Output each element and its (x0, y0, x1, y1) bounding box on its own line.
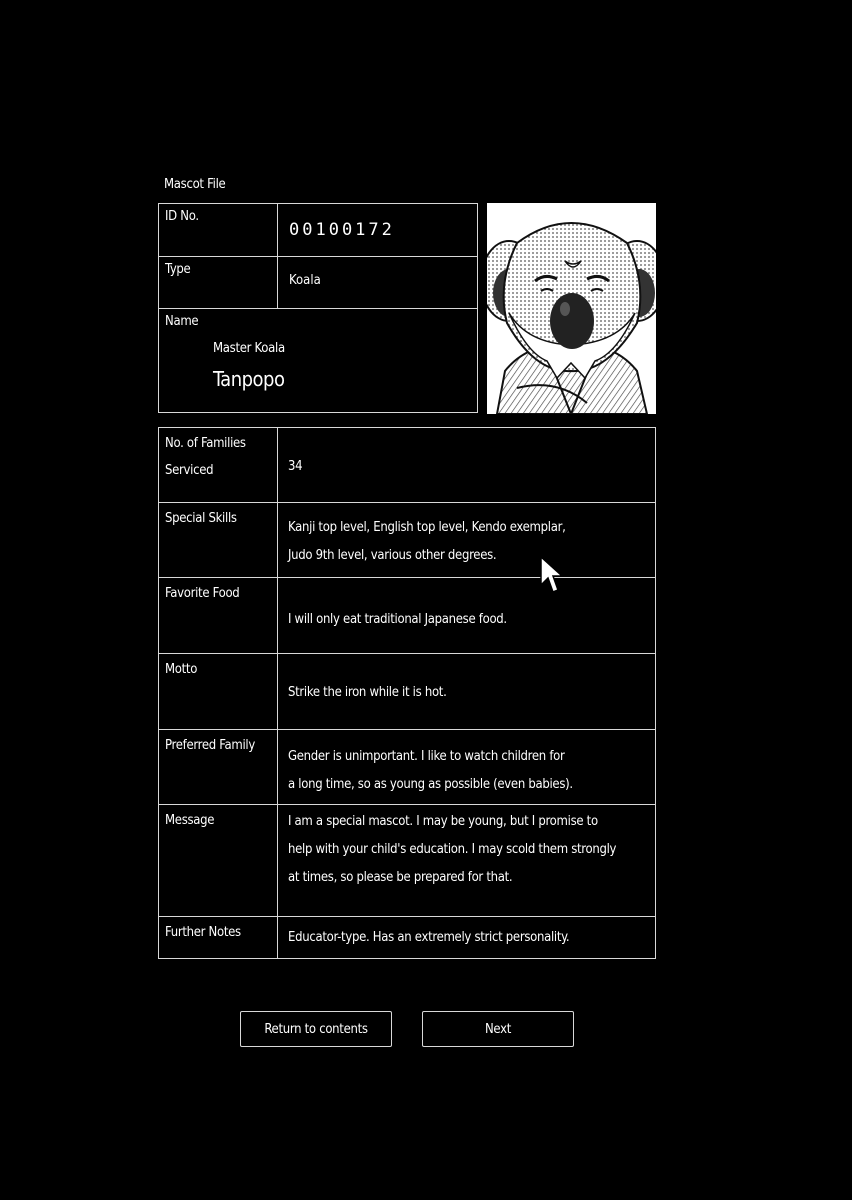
message-row (159, 805, 655, 917)
preferred-family-value: Gender is unimportant. I like to watch children for a long time, so as young as possible (even babies). (288, 749, 573, 792)
type-divider (277, 257, 278, 308)
food-value: I will only eat traditional Japanese food. (288, 612, 507, 627)
name-sub: Master Koala (213, 341, 285, 356)
skills-row (159, 503, 655, 578)
name-row (159, 309, 477, 412)
next-button[interactable]: Next (422, 1011, 574, 1047)
notes-row (159, 917, 655, 958)
notes-value: Educator-type. Has an extremely strict personality. (288, 930, 570, 945)
motto-label: Motto (165, 662, 198, 677)
food-label: Favorite Food (165, 586, 240, 601)
notes-label: Further Notes (165, 925, 241, 940)
name-label: Name (165, 314, 199, 329)
motto-row (159, 654, 655, 730)
motto-value: Strike the iron while it is hot. (288, 685, 447, 700)
preferred-family-row (159, 730, 655, 805)
type-row (159, 257, 477, 309)
koala-portrait-svg (487, 203, 656, 414)
name-main: Tanpopo (213, 367, 285, 391)
koala-portrait-icon (487, 203, 656, 414)
families-label: No. of Families Serviced (165, 436, 246, 478)
header-table (158, 203, 478, 413)
preferred-family-label: Preferred Family (165, 738, 256, 753)
skills-value: Kanji top level, English top level, Kendo exemplar, Judo 9th level, various other degrees. (288, 520, 566, 563)
food-row (159, 578, 655, 654)
message-value: I am a special mascot. I may be young, but I promise to help with your child's education. I may scold them strongly at times, so please be prepared for that. (288, 814, 617, 885)
skills-label: Special Skills (165, 511, 237, 526)
file-title: Mascot File (164, 177, 226, 192)
id-row (159, 204, 477, 257)
message-label: Message (165, 813, 215, 828)
type-label: Type (165, 262, 191, 277)
id-divider (277, 204, 278, 256)
type-value: Koala (289, 273, 321, 288)
families-row (159, 428, 655, 503)
id-label: ID No. (165, 209, 199, 224)
mouse-cursor-icon (540, 556, 564, 596)
id-value: 00100172 (289, 220, 395, 240)
mascot-details-table (158, 427, 656, 959)
return-to-contents-button[interactable]: Return to contents (240, 1011, 392, 1047)
families-value: 34 (288, 459, 303, 474)
